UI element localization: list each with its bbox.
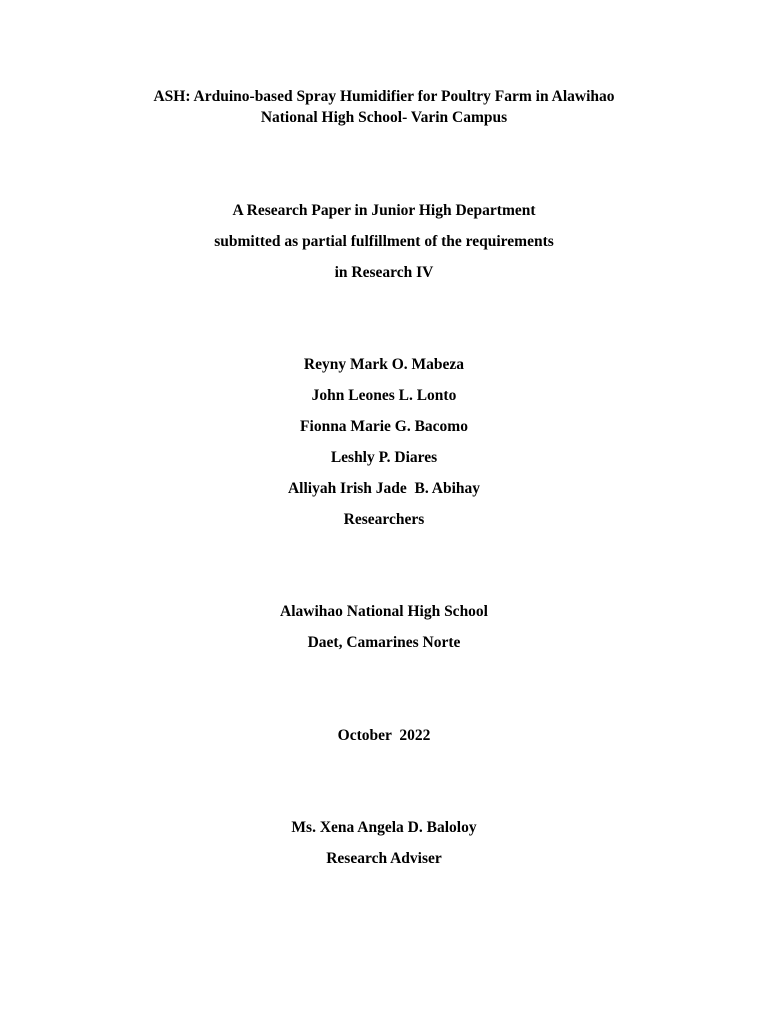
researcher-name: Leshly P. Diares [330,449,438,466]
researcher-name: John Leones L. Lonto [311,387,457,404]
paper-title-line-1: ASH: Arduino-based Spray Humidifier for Poultry Farm in Alawihao [153,88,615,105]
submission-line-3: in Research IV [334,264,434,281]
submission-date: October 2022 [337,727,431,744]
researcher-name: Reyny Mark O. Mabeza [303,356,465,373]
paper-title-line-2: National High School- Varin Campus [260,109,508,126]
researcher-name: Fionna Marie G. Bacomo [300,418,468,435]
submission-line-1: A Research Paper in Junior High Department [232,202,536,219]
adviser-name: Ms. Xena Angela D. Baloloy [291,819,477,836]
school-location: Daet, Camarines Norte [307,634,461,651]
researcher-name: Alliyah Irish Jade B. Abihay [287,480,481,497]
researchers-label: Researchers [343,511,425,528]
submission-line-2: submitted as partial fulfillment of the requirements [214,233,554,250]
adviser-role: Research Adviser [326,850,442,867]
school-name: Alawihao National High School [280,603,488,620]
